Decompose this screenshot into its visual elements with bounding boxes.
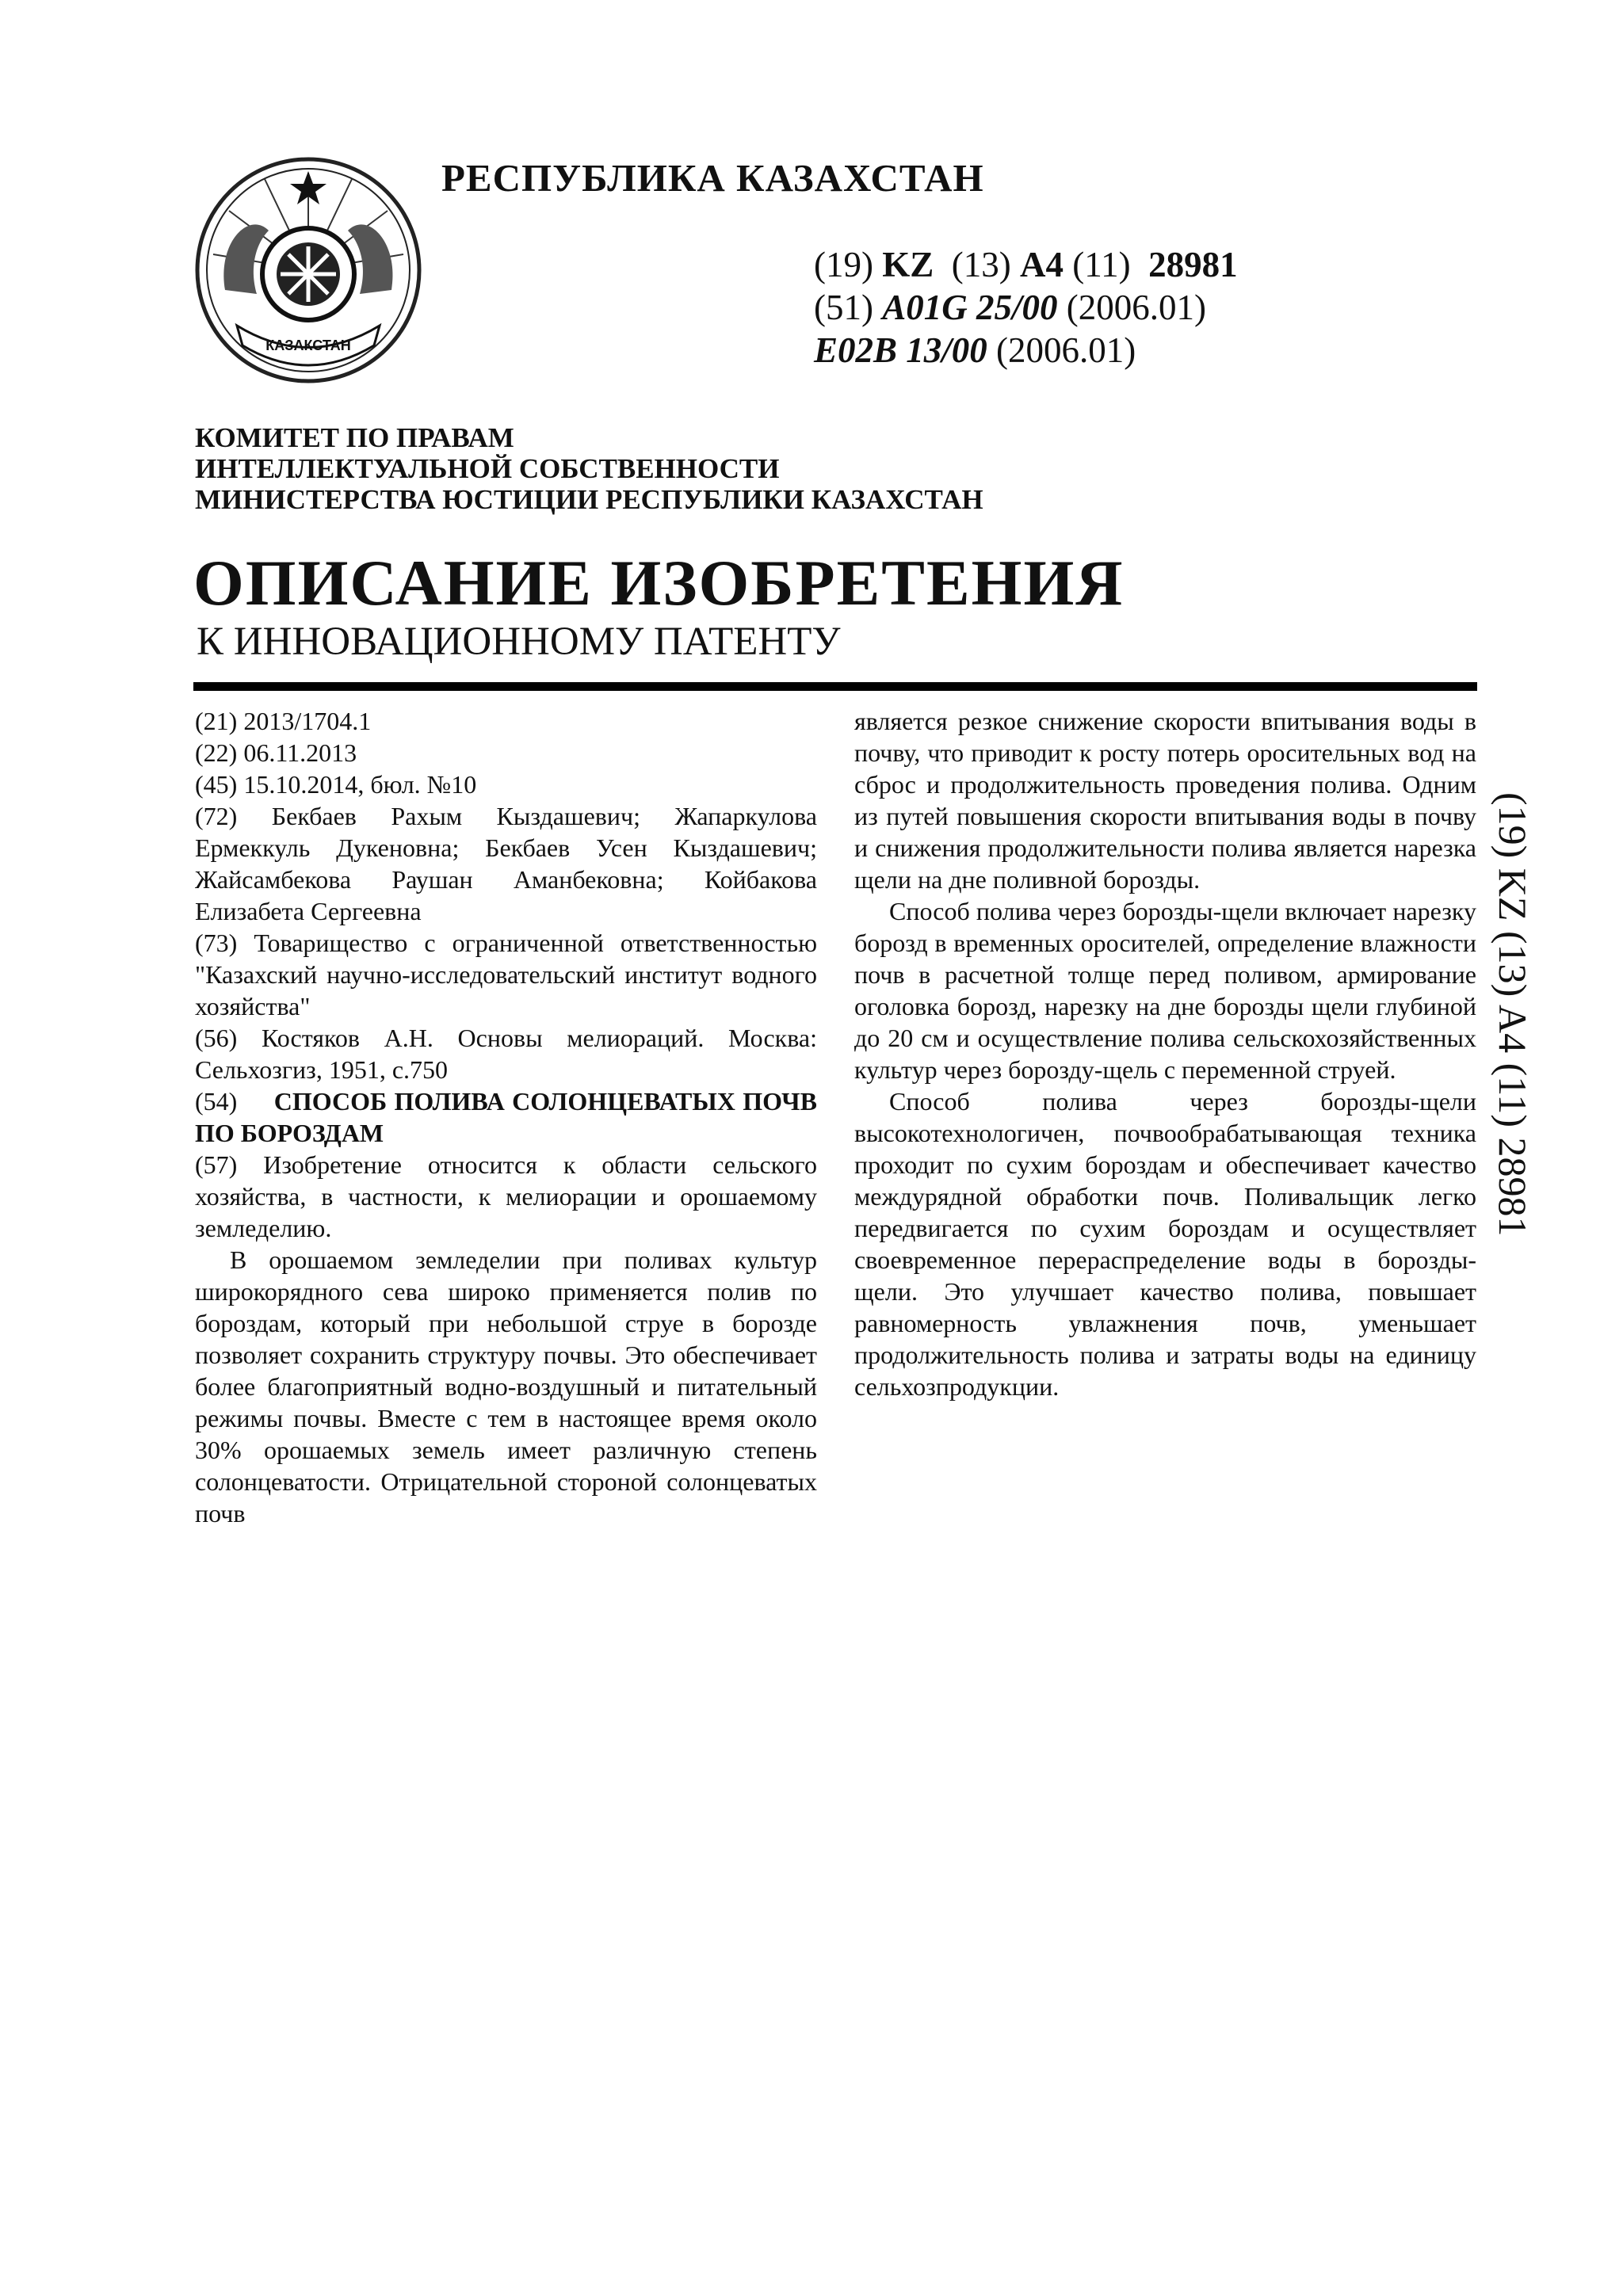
document-title: ОПИСАНИЕ ИЗОБРЕТЕНИЯ <box>193 547 1125 619</box>
field-54-code: (54) <box>195 1087 238 1116</box>
country-code: KZ <box>882 245 934 284</box>
state-emblem <box>193 155 423 385</box>
patent-number: 28981 <box>1148 245 1238 284</box>
committee-line-1: КОМИТЕТ ПО ПРАВАМ <box>195 422 514 453</box>
field-72-inventors: (72) Бекбаев Рахым Кыздашевич; Жапаркулова Ермеккуль Дукеновна; Бекбаев Усен Кыздашевич; Жайсамбекова Раушан Аманбековна; Койбакова Елизабета Сергеевна <box>195 802 817 925</box>
committee-line-2: ИНТЕЛЛЕКТУАЛЬНОЙ СОБСТВЕННОСТИ <box>195 453 780 484</box>
body-paragraph-2: Способ полива через борозды-щели включает нарезку борозд в временных оросителей, определение влажности почв в расчетной толще перед поливом, армирование оголовка борозд, нарезку на дне борозды щели глубиной до 20 см и осуществление полива сельскохозяйственных культур через борозду-щель с переменной струей. <box>854 897 1476 1084</box>
emblem-ribbon-text: КАЗАКСТАН <box>265 338 351 353</box>
inid-11: (11) <box>1072 245 1131 284</box>
field-54 <box>195 1085 817 1149</box>
inid-19: (19) <box>814 245 873 284</box>
invention-title: СПОСОБ ПОЛИВА СОЛОНЦЕВАТЫХ ПОЧВ ПО БОРОЗДАМ <box>195 1087 818 1147</box>
committee-block <box>195 422 983 515</box>
left-column <box>195 705 817 1529</box>
ipc-version-2: (2006.01) <box>996 330 1136 370</box>
body-paragraph-3: Способ полива через борозды-щели высокотехнологичен, почвообрабатывающая техника проходит по сухим бороздам и обеспечивает качество междурядной обработки почв. Поливальщик легко передвигается по сухим бороздам и осуществляет своевременное перераспределение воды в борозды- щели. Это улучшает качество полива, повышает равномерность увлажнения почв, уменьшает продолжительность полива и затраты воды на единицу сельхозпродукции. <box>854 1087 1476 1401</box>
body-paragraph-1: В орошаемом земледелии при поливах культур широкорядного сева широко применяется полив по бороздам, который при небольшой струе в борозде позволяет сохранить структуру почвы. Это обеспечивает более благоприятный водно-воздушный и питательный режимы почвы. Вместе с тем в настоящее время около 30% орошаемых земель имеет различную степень солонцеватости. Отрицательной стороной солонцеватых почв <box>195 1245 817 1527</box>
vertical-patent-code: (19) KZ (13) A4 (11) 28981 <box>1491 792 1535 1237</box>
field-21: (21) 2013/1704.1 <box>195 707 372 735</box>
committee-line-3: МИНИСТЕРСТВА ЮСТИЦИИ РЕСПУБЛИКИ КАЗАХСТАН <box>195 484 983 515</box>
document-subtitle: К ИННОВАЦИОННОМУ ПАТЕНТУ <box>197 620 841 664</box>
patent-codes <box>814 243 1238 372</box>
field-22: (22) 06.11.2013 <box>195 738 357 767</box>
ipc-class-1: A01G 25/00 <box>882 288 1058 327</box>
field-56-reference: (56) Костяков А.Н. Основы мелиораций. Москва: Сельхозгиз, 1951, с.750 <box>195 1024 817 1084</box>
field-57-abstract: (57) Изобретение относится к области сельского хозяйства, в частности, к мелиорации и орошаемому земледелию. <box>195 1150 817 1242</box>
codes-line-1 <box>814 243 1238 286</box>
country-name: РЕСПУБЛИКА КАЗАХСТАН <box>441 156 984 200</box>
header-rule <box>193 682 1477 691</box>
codes-line-2 <box>814 286 1238 329</box>
field-73-owner: (73) Товарищество с ограниченной ответственностью "Казахский научно-исследовательский институт водного хозяйства" <box>195 929 817 1020</box>
body-paragraph-1-continued: является резкое снижение скорости впитывания воды в почву, что приводит к росту потерь оросительных вод на сброс и продолжительность проведения полива. Одним из путей повышения скорости впитывания воды в почву и снижения продолжительности полива является нарезка щели на дне поливной борозды. <box>854 707 1476 894</box>
right-column <box>854 705 1476 1402</box>
ipc-class-2: E02B 13/00 <box>814 330 987 370</box>
codes-line-3 <box>814 329 1238 372</box>
field-45: (45) 15.10.2014, бюл. №10 <box>195 770 477 799</box>
ipc-version-1: (2006.01) <box>1066 288 1206 327</box>
inid-13: (13) <box>951 245 1011 284</box>
kind-code: A4 <box>1020 245 1064 284</box>
inid-51: (51) <box>814 288 873 327</box>
